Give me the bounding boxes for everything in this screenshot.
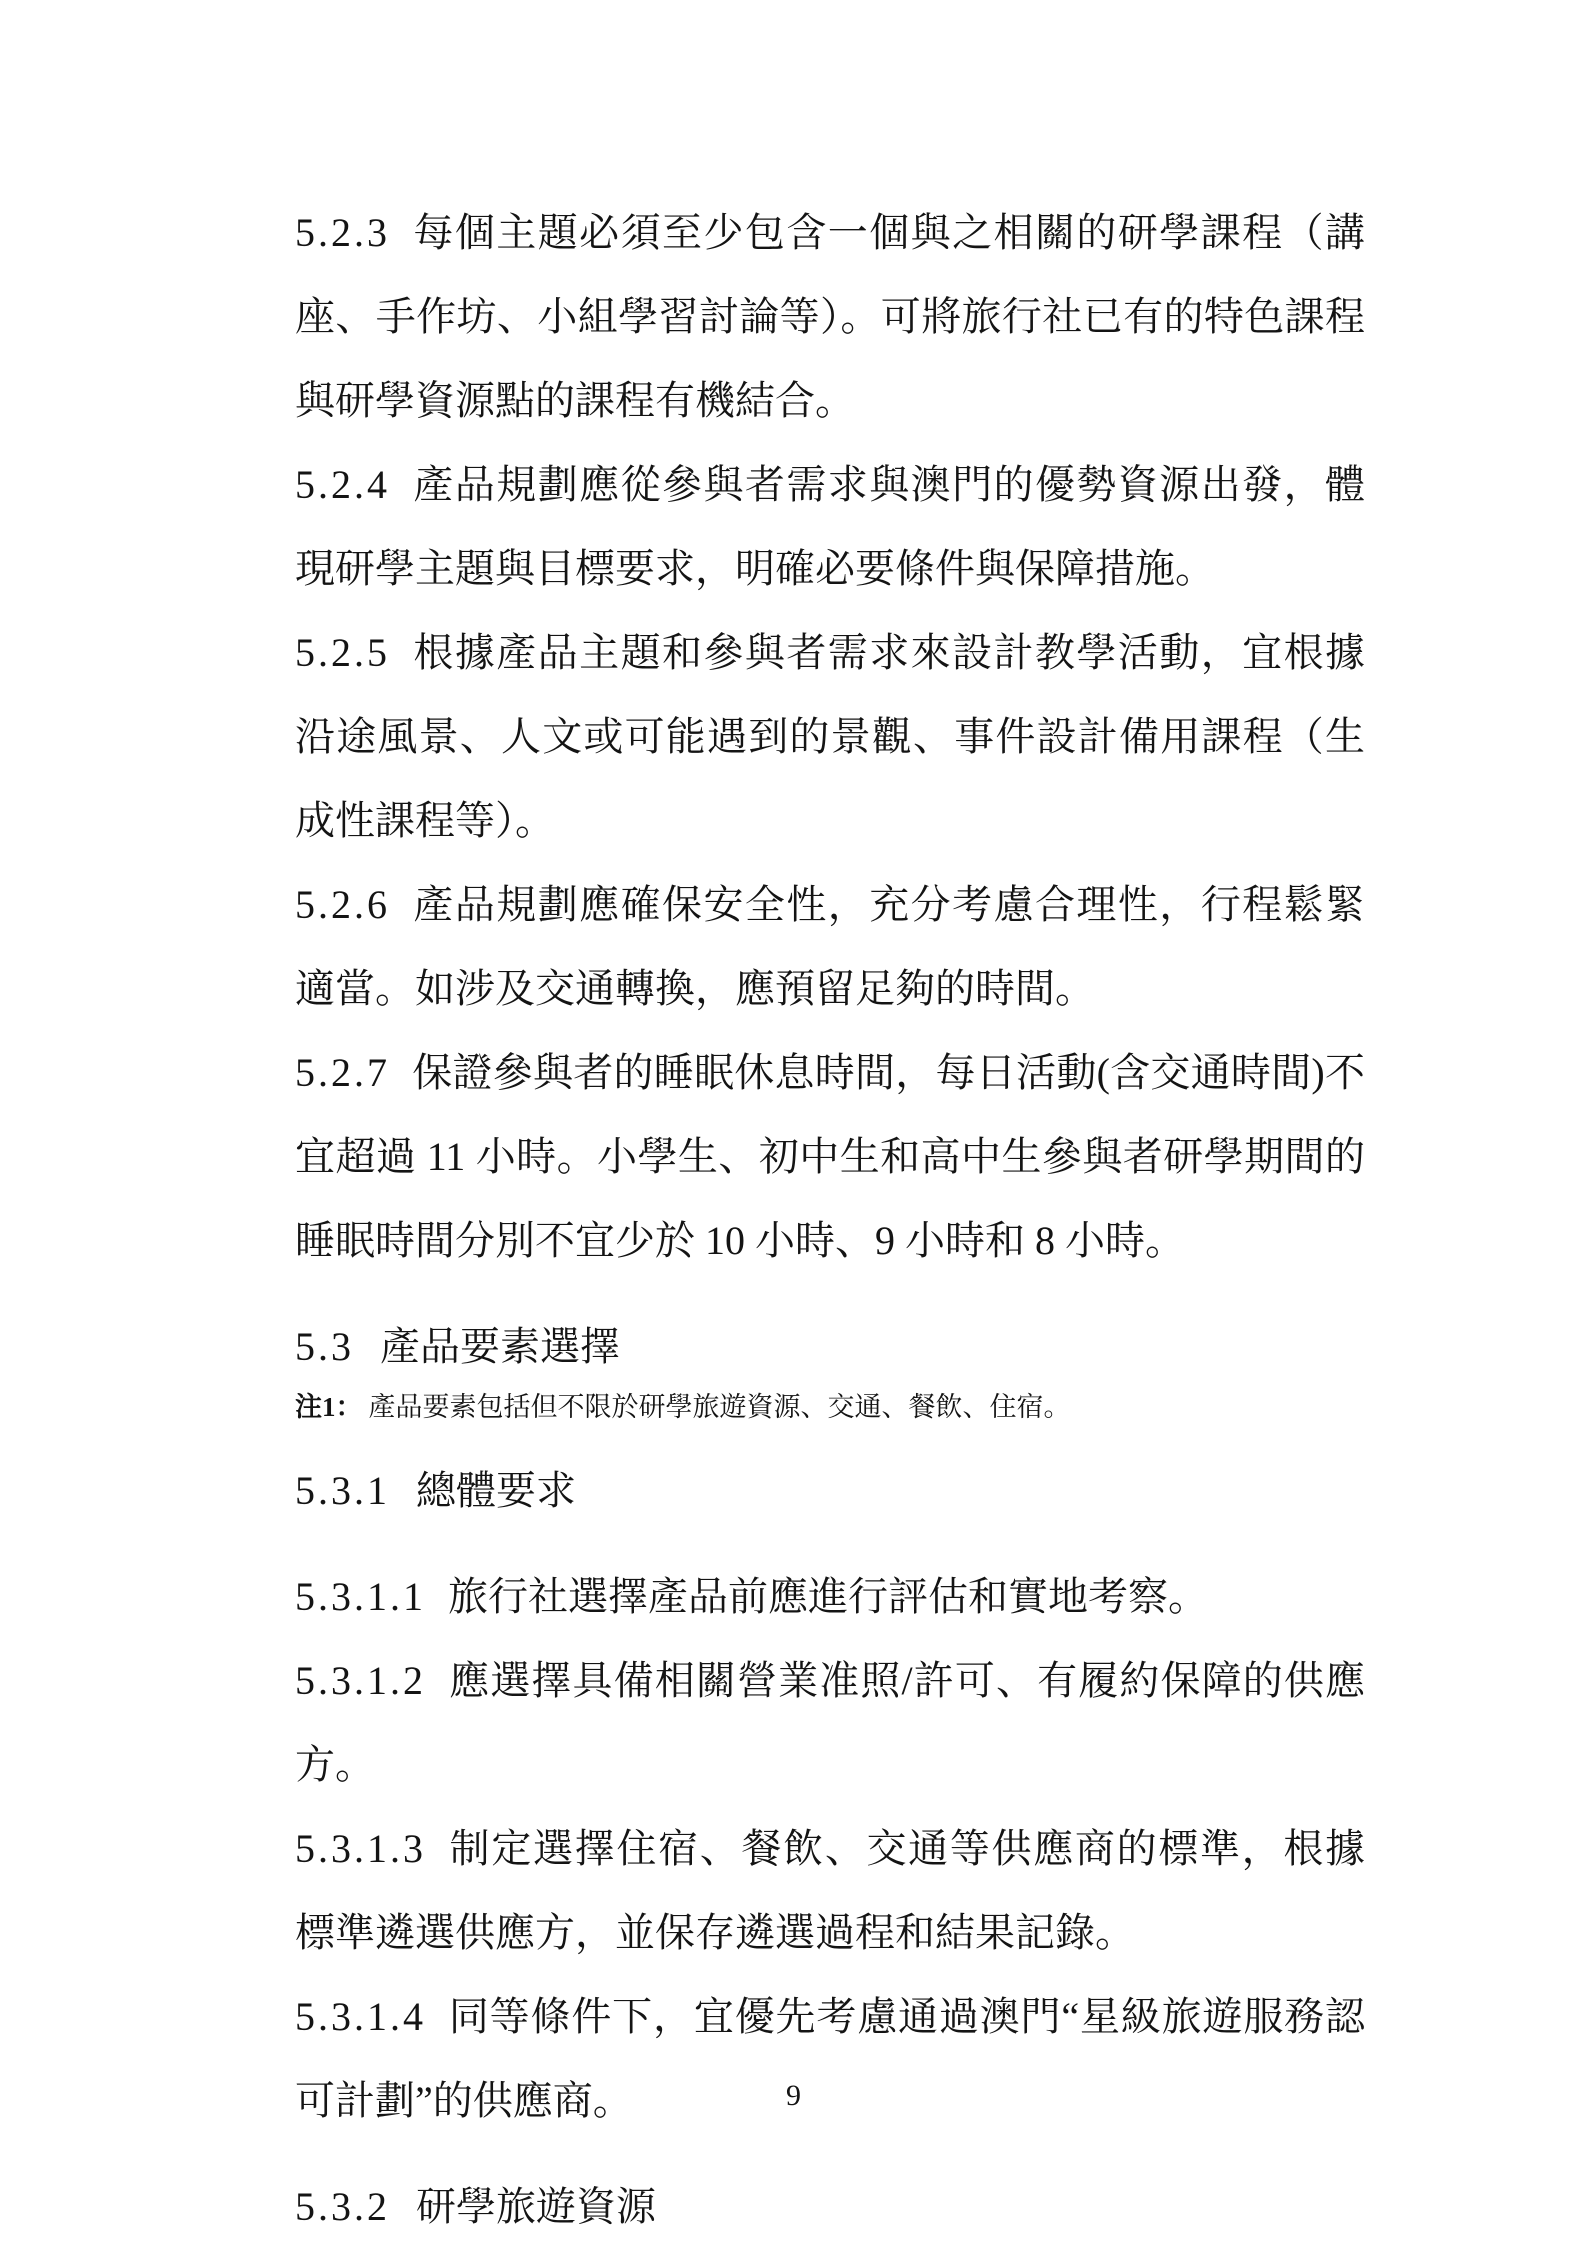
clause-5-2-5: [295, 611, 1365, 863]
clause-number: 5.3.1.4: [295, 1994, 426, 2039]
clause-5-2-6: [295, 863, 1365, 1031]
clause-text: 產品規劃應確保安全性，充分考慮合理性，行程鬆緊適當。如涉及交通轉換，應預留足夠的時間。: [295, 882, 1365, 1011]
note-1: [295, 1387, 1365, 1427]
note-label: 注1：: [295, 1392, 363, 1422]
clause-text: 制定選擇住宿、餐飲、交通等供應商的標準，根據標準遴選供應方，並保存遴選過程和結果記錄。: [295, 1826, 1365, 1955]
clause-5-2-4: [295, 443, 1365, 611]
document-content: [295, 191, 1365, 2245]
clause-5-3-1-2: [295, 1639, 1365, 1807]
heading-number: 5.3.1: [295, 1468, 390, 1513]
clause-number: 5.2.3: [295, 210, 390, 255]
clause-number: 5.3.1.1: [295, 1574, 426, 1619]
clause-text: 產品規劃應從參與者需求與澳門的優勢資源出發，體現研學主題與目標要求，明確必要條件與保障措施。: [295, 462, 1365, 591]
clause-text: 每個主題必須至少包含一個與之相關的研學課程（講座、手作坊、小組學習討論等）。可將旅行社已有的特色課程與研學資源點的課程有機結合。: [295, 210, 1365, 423]
section-heading-5-3-2: [295, 2165, 1365, 2245]
heading-text: 研學旅遊資源: [416, 2184, 656, 2229]
clause-text: 同等條件下，宜優先考慮通過澳門“星級旅遊服務認可計劃”的供應商。: [295, 1994, 1365, 2123]
heading-number: 5.3.2: [295, 2184, 390, 2229]
clause-5-3-1-1: [295, 1555, 1365, 1639]
clause-5-2-7: [295, 1031, 1365, 1283]
clause-text: 旅行社選擇產品前應進行評估和實地考察。: [448, 1574, 1208, 1619]
clause-text: 保證參與者的睡眠休息時間，每日活動(含交通時間)不宜超過 11 小時。小學生、初中生和高中生參與者研學期間的睡眠時間分別不宜少於 10 小時、9 小時和 8 小時。: [295, 1050, 1365, 1263]
section-heading-5-3: [295, 1305, 1365, 1389]
clause-number: 5.3.1.3: [295, 1826, 426, 1871]
clause-text: 應選擇具備相關營業准照/許可、有履約保障的供應方。: [295, 1658, 1365, 1787]
clause-number: 5.3.1.2: [295, 1658, 426, 1703]
page-number: 9: [786, 2079, 801, 2112]
heading-number: 5.3: [295, 1324, 354, 1369]
clause-number: 5.2.7: [295, 1050, 390, 1095]
clause-number: 5.2.5: [295, 630, 390, 675]
clause-5-3-1-3: [295, 1807, 1365, 1975]
heading-text: 總體要求: [416, 1468, 576, 1513]
clause-5-2-3: [295, 191, 1365, 443]
clause-text: 根據產品主題和參與者需求來設計教學活動，宜根據沿途風景、人文或可能遇到的景觀、事件設計備用課程（生成性課程等）。: [295, 630, 1365, 843]
clause-number: 5.2.6: [295, 882, 390, 927]
section-heading-5-3-1: [295, 1449, 1365, 1533]
note-text: 產品要素包括但不限於研學旅遊資源、交通、餐飲、住宿。: [368, 1392, 1071, 1422]
heading-text: 產品要素選擇: [380, 1324, 620, 1369]
clause-number: 5.2.4: [295, 462, 390, 507]
clause-5-3-1-4: [295, 1975, 1365, 2143]
